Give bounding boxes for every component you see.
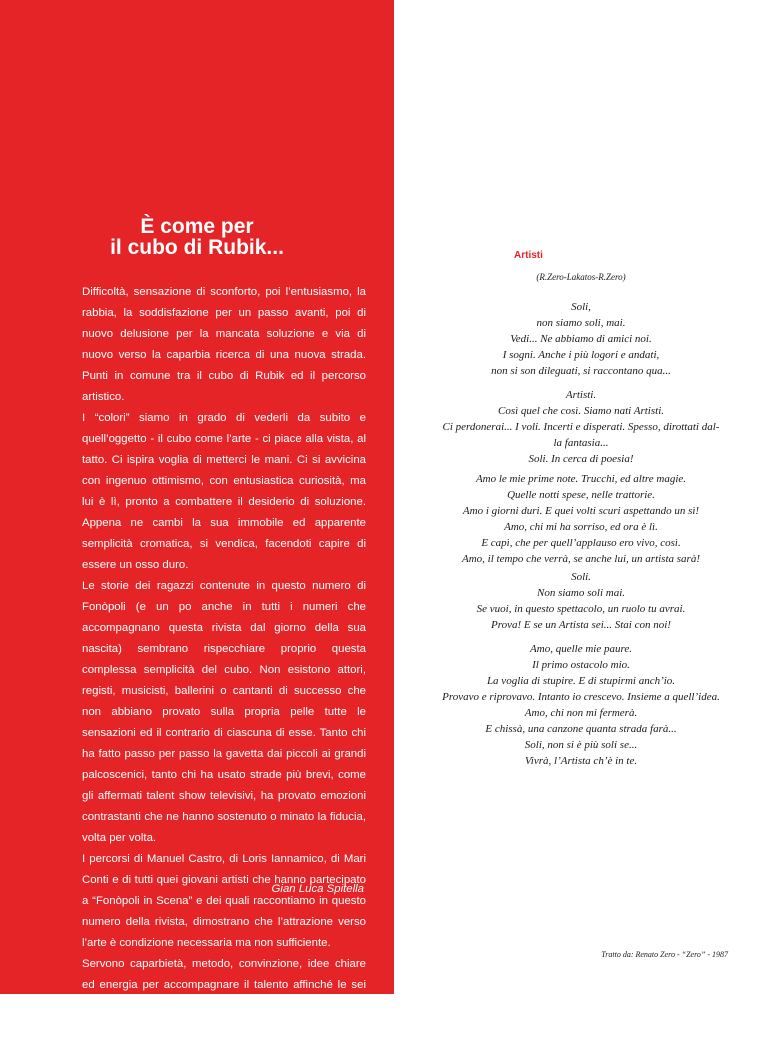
poem-line: Soli. In cerca di poesia!	[528, 453, 634, 465]
article-body	[82, 282, 366, 1038]
poem-stanza-1	[394, 299, 768, 379]
poem-line: Provavo e riprovavo. Intanto io crescevo. Insieme a quell’idea.	[442, 691, 720, 703]
poem-line: Amo, chi mi ha sorriso, ed ora è lì.	[504, 521, 658, 533]
poem-source: Tratto da: Renato Zero - “Zero” - 1987	[601, 950, 728, 959]
poem-line: Il primo ostacolo mio.	[532, 659, 630, 671]
article-paragraph-5: Servono caparbietà, metodo, convinzione, idee chiare ed energia per accompagnare il talento affinché le sei facce di questo complicato cubo, risultino uniformi e pronte ad ingarbugliarsi di nuovo.	[82, 958, 366, 1033]
poem-line: E capì, che per quell’applauso ero vivo, così.	[481, 537, 681, 549]
poem-stanza-2	[394, 387, 768, 467]
poem-stanza-4	[394, 569, 768, 633]
poem-title: Artisti	[514, 250, 543, 261]
poem-line: Soli.	[571, 571, 591, 583]
article-title-line-2: il cubo di Rubik...	[110, 236, 284, 259]
poem-line: Artisti.	[565, 389, 597, 401]
poem-line: E chissà, una canzone quanta strada farà...	[485, 723, 677, 735]
poem-line: Amo le mie prime note. Trucchi, ed altre magie.	[475, 473, 687, 485]
poem-line: Amo, quelle mie paure.	[530, 643, 632, 655]
poem-stanza-5	[394, 641, 768, 769]
poem-line: Quelle notti spese, nelle trattorie.	[507, 489, 655, 501]
poem-line: Ci perdonerai... I voli. Incerti e disperati. Spesso, dirottati dal-	[442, 421, 720, 433]
poem-line: Così quel che così. Siamo nati Artisti.	[497, 405, 664, 417]
poem-line: I sogni. Anche i più logori e andati,	[502, 349, 660, 361]
poem-line: La voglia di stupire. E di stupirmi anch’io.	[486, 675, 676, 687]
poem-line: non siamo soli, mai.	[536, 317, 626, 329]
article-author: Gian Luca Spitella	[271, 883, 364, 895]
poem-line: la fantasia...	[553, 437, 609, 449]
poem-line: Vedi... Ne abbiamo di amici noi.	[510, 333, 652, 345]
article-paragraph-1: Difficoltà, sensazione di sconforto, poi l’entusiasmo, la rabbia, la soddisfazione per un passo avanti, poi di nuovo delusione per la mancata soluzione e via di nuovo verso la caparbia ricerca di una nuova strada. Punti in comune tra il cubo di Rubik ed il percorso artistico.	[82, 286, 366, 403]
article-paragraph-2: I “colori” siamo in grado di vederli da subito e quell’oggetto - il cubo come l’arte - ci piace alla vista, al tatto. Ci ispira voglia di metterci le mani. Ci si avvicina con ingenuo ottimismo, con entusiastica curiosità, ma lui è lì, pronto a combattere il desiderio di soluzione. Appena ne cambi la sua immobile ed apparente semplicità cromatica, si vendica, facendoti capire di essere un osso duro.	[82, 412, 366, 571]
poem-line: non si son dileguati, si raccontano qua...	[491, 365, 671, 377]
poem-line: Se vuoi, in questo spettacolo, un ruolo tu avrai.	[476, 603, 686, 615]
poem-line: Soli, non si è più soli se...	[524, 739, 638, 751]
article-title	[0, 216, 394, 258]
poem-line: Amo i giorni duri. E quei volti scuri aspettando un sì!	[462, 505, 700, 517]
article-paragraph-4: I percorsi di Manuel Castro, di Loris Iannamico, di Mari Conti e di tutti quei giovani artisti che hanno partecipato a “Fonòpoli in Scena” e dei quali raccontiamo in questo numero della rivista, dimostrano che l’attrazione verso l’arte è condizione necessaria ma non sufficiente.	[82, 853, 366, 949]
poem-line: Soli,	[571, 301, 591, 313]
poem-line: Non siamo soli mai.	[536, 587, 625, 599]
poem-line: Prova! E se un Artista sei... Stai con noi!	[491, 619, 671, 631]
poem-line: Vivrà, l’Artista ch’è in te.	[524, 755, 638, 767]
poem-stanza-3	[394, 471, 768, 567]
poem-line: Amo, il tempo che verrà, se anche lui, un artista sarà!	[462, 553, 700, 565]
poem-credits: (R.Zero-Lakatos-R.Zero)	[536, 272, 626, 282]
poem-panel	[394, 0, 768, 994]
poem-line: Amo, chi non mi fermerà.	[524, 707, 638, 719]
article-title-line-1: È come per	[140, 215, 254, 238]
article-paragraph-3: Le storie dei ragazzi contenute in questo numero di Fonòpoli (e un po anche in tutti i numeri che accompagnano questa rivista dal giorno della sua nascita) sembrano rispecchiare proprio questa complessa semplicità del cubo. Non esistono attori, registi, musicisti, ballerini o cantanti di successo che non abbiano provato sulla propria pelle tutte le sensazioni ed il contrario di ciascuna di esse. Tanto chi ha fatto passo per passo la gavetta dai piccoli ai grandi palcoscenici, tanto chi ha usato strade più brevi, come gli affermati talent show televisivi, ha provato emozioni contrastanti che ne hanno sostenuto o minato la fiducia, volta per volta.	[82, 580, 366, 844]
